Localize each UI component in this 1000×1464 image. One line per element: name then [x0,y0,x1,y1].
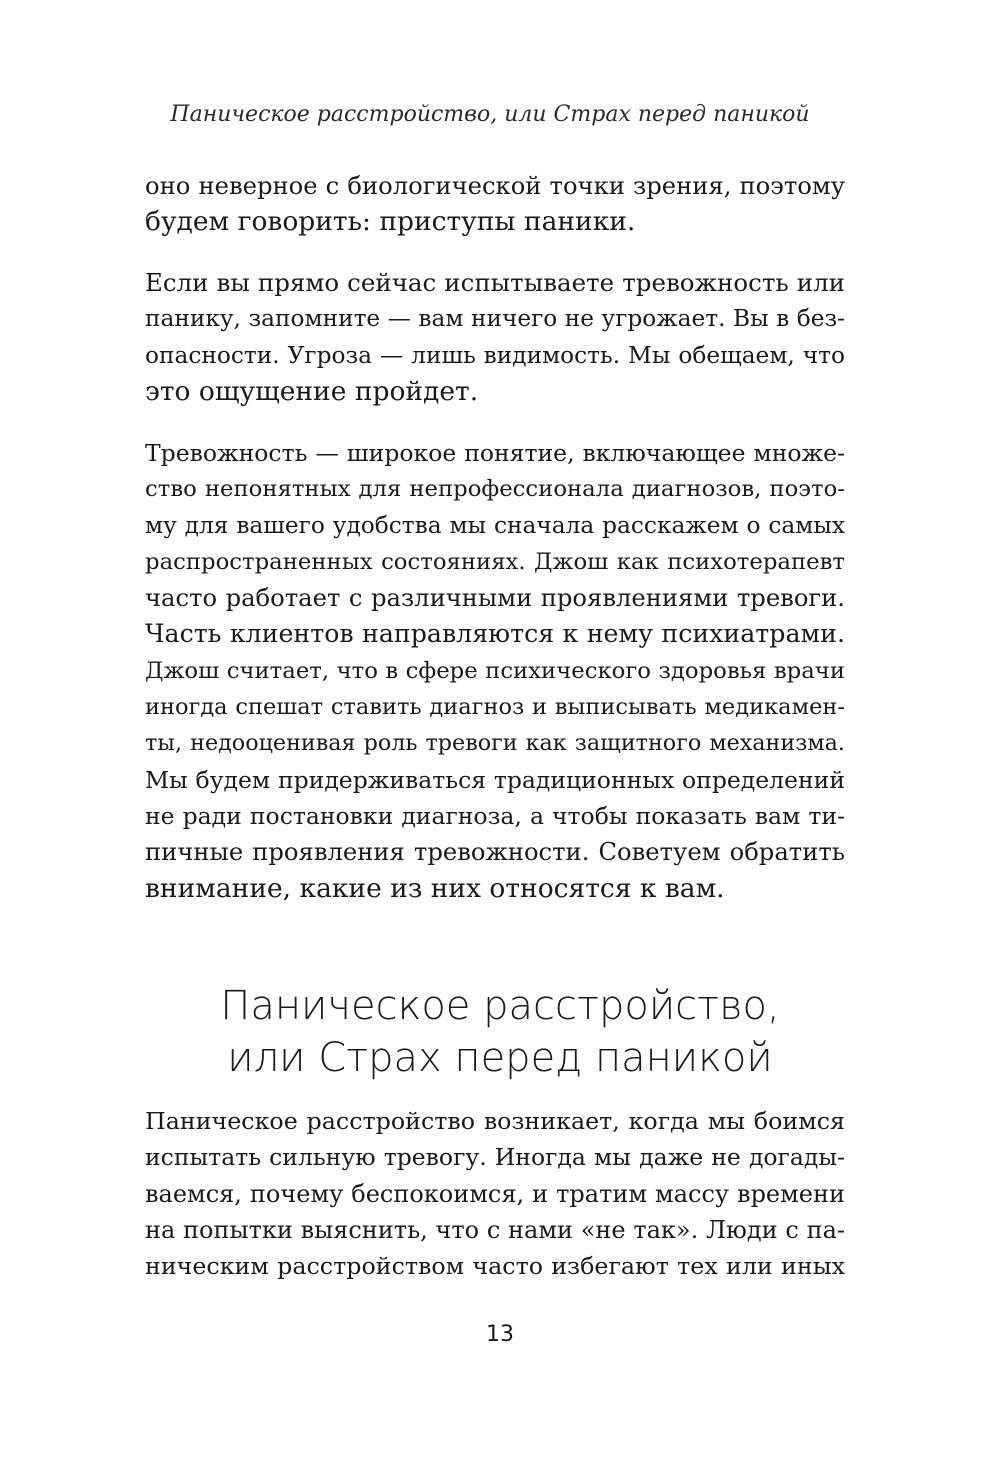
text-line: Если вы прямо сейчас испытываете тревожность или [145,268,845,297]
text-line: панику, запомните — вам ничего не угрожает. Вы в без- [145,305,845,333]
text-line: Мы будем придерживаться традиционных определений [145,765,845,794]
text-line: ваемся, почему беспокоимся, и тратим массу времени [145,1179,845,1208]
text-line: Паническое расстройство возникает, когда мы боимся [145,1107,845,1135]
text-line: будем говорить: приступы паники. [145,206,636,238]
text-line: ты, недооценивая роль тревоги как защитного механизма. [145,730,845,757]
page-number: 13 [486,1322,514,1347]
section-title [0,980,1000,1084]
text-line: Тревожность — широкое понятие, включающее множе- [145,439,845,467]
text-line: пичные проявления тревожности. Советуем обратить [145,837,845,867]
text-line: му для вашего удобства мы сначала расскажем о самых [145,511,845,539]
section-title-line: или Страх перед паникой [227,1035,773,1081]
text-line: иногда спешат ставить диагноз и выписывать медикамен- [145,694,845,721]
text-line: на попытки выяснить, что с нами «не так». Люди с па- [145,1215,845,1244]
text-line: Джош считает, что в сфере психического здоровья врачи [145,657,845,684]
text-line: оно неверное с биологической точки зрения, поэтому [145,171,845,200]
text-line: Часть клиентов направляются к нему психиатрами. [145,619,845,649]
text-line: ство непонятных для непрофессионала диагнозов, поэто- [145,476,845,503]
section-title-line: Паническое расстройство, [220,983,780,1029]
paragraph-reassurance [145,265,845,410]
paragraph-continuation [145,168,845,241]
paragraph-panic-disorder [145,1103,845,1284]
text-line: опасности. Угроза — лишь видимость. Мы обещаем, что [145,341,845,369]
text-line: не ради постановки диагноза, а чтобы показать вам ти- [145,801,845,830]
paragraph-anxiety-overview [145,435,845,907]
text-line: это ощущение пройдет. [145,375,479,407]
running-header: Паническое расстройство, или Страх перед паникой [170,102,810,127]
text-line: распространенных состояниях. Джош как психотерапевт [145,548,845,575]
text-line: внимание, какие из них относятся к вам. [145,872,725,904]
text-line: часто работает с различными проявлениями тревоги. [145,583,845,613]
text-line: испытать сильную тревогу. Иногда мы даже не догады- [145,1143,845,1172]
text-line: ническим расстройством часто избегают тех или иных [145,1252,845,1281]
